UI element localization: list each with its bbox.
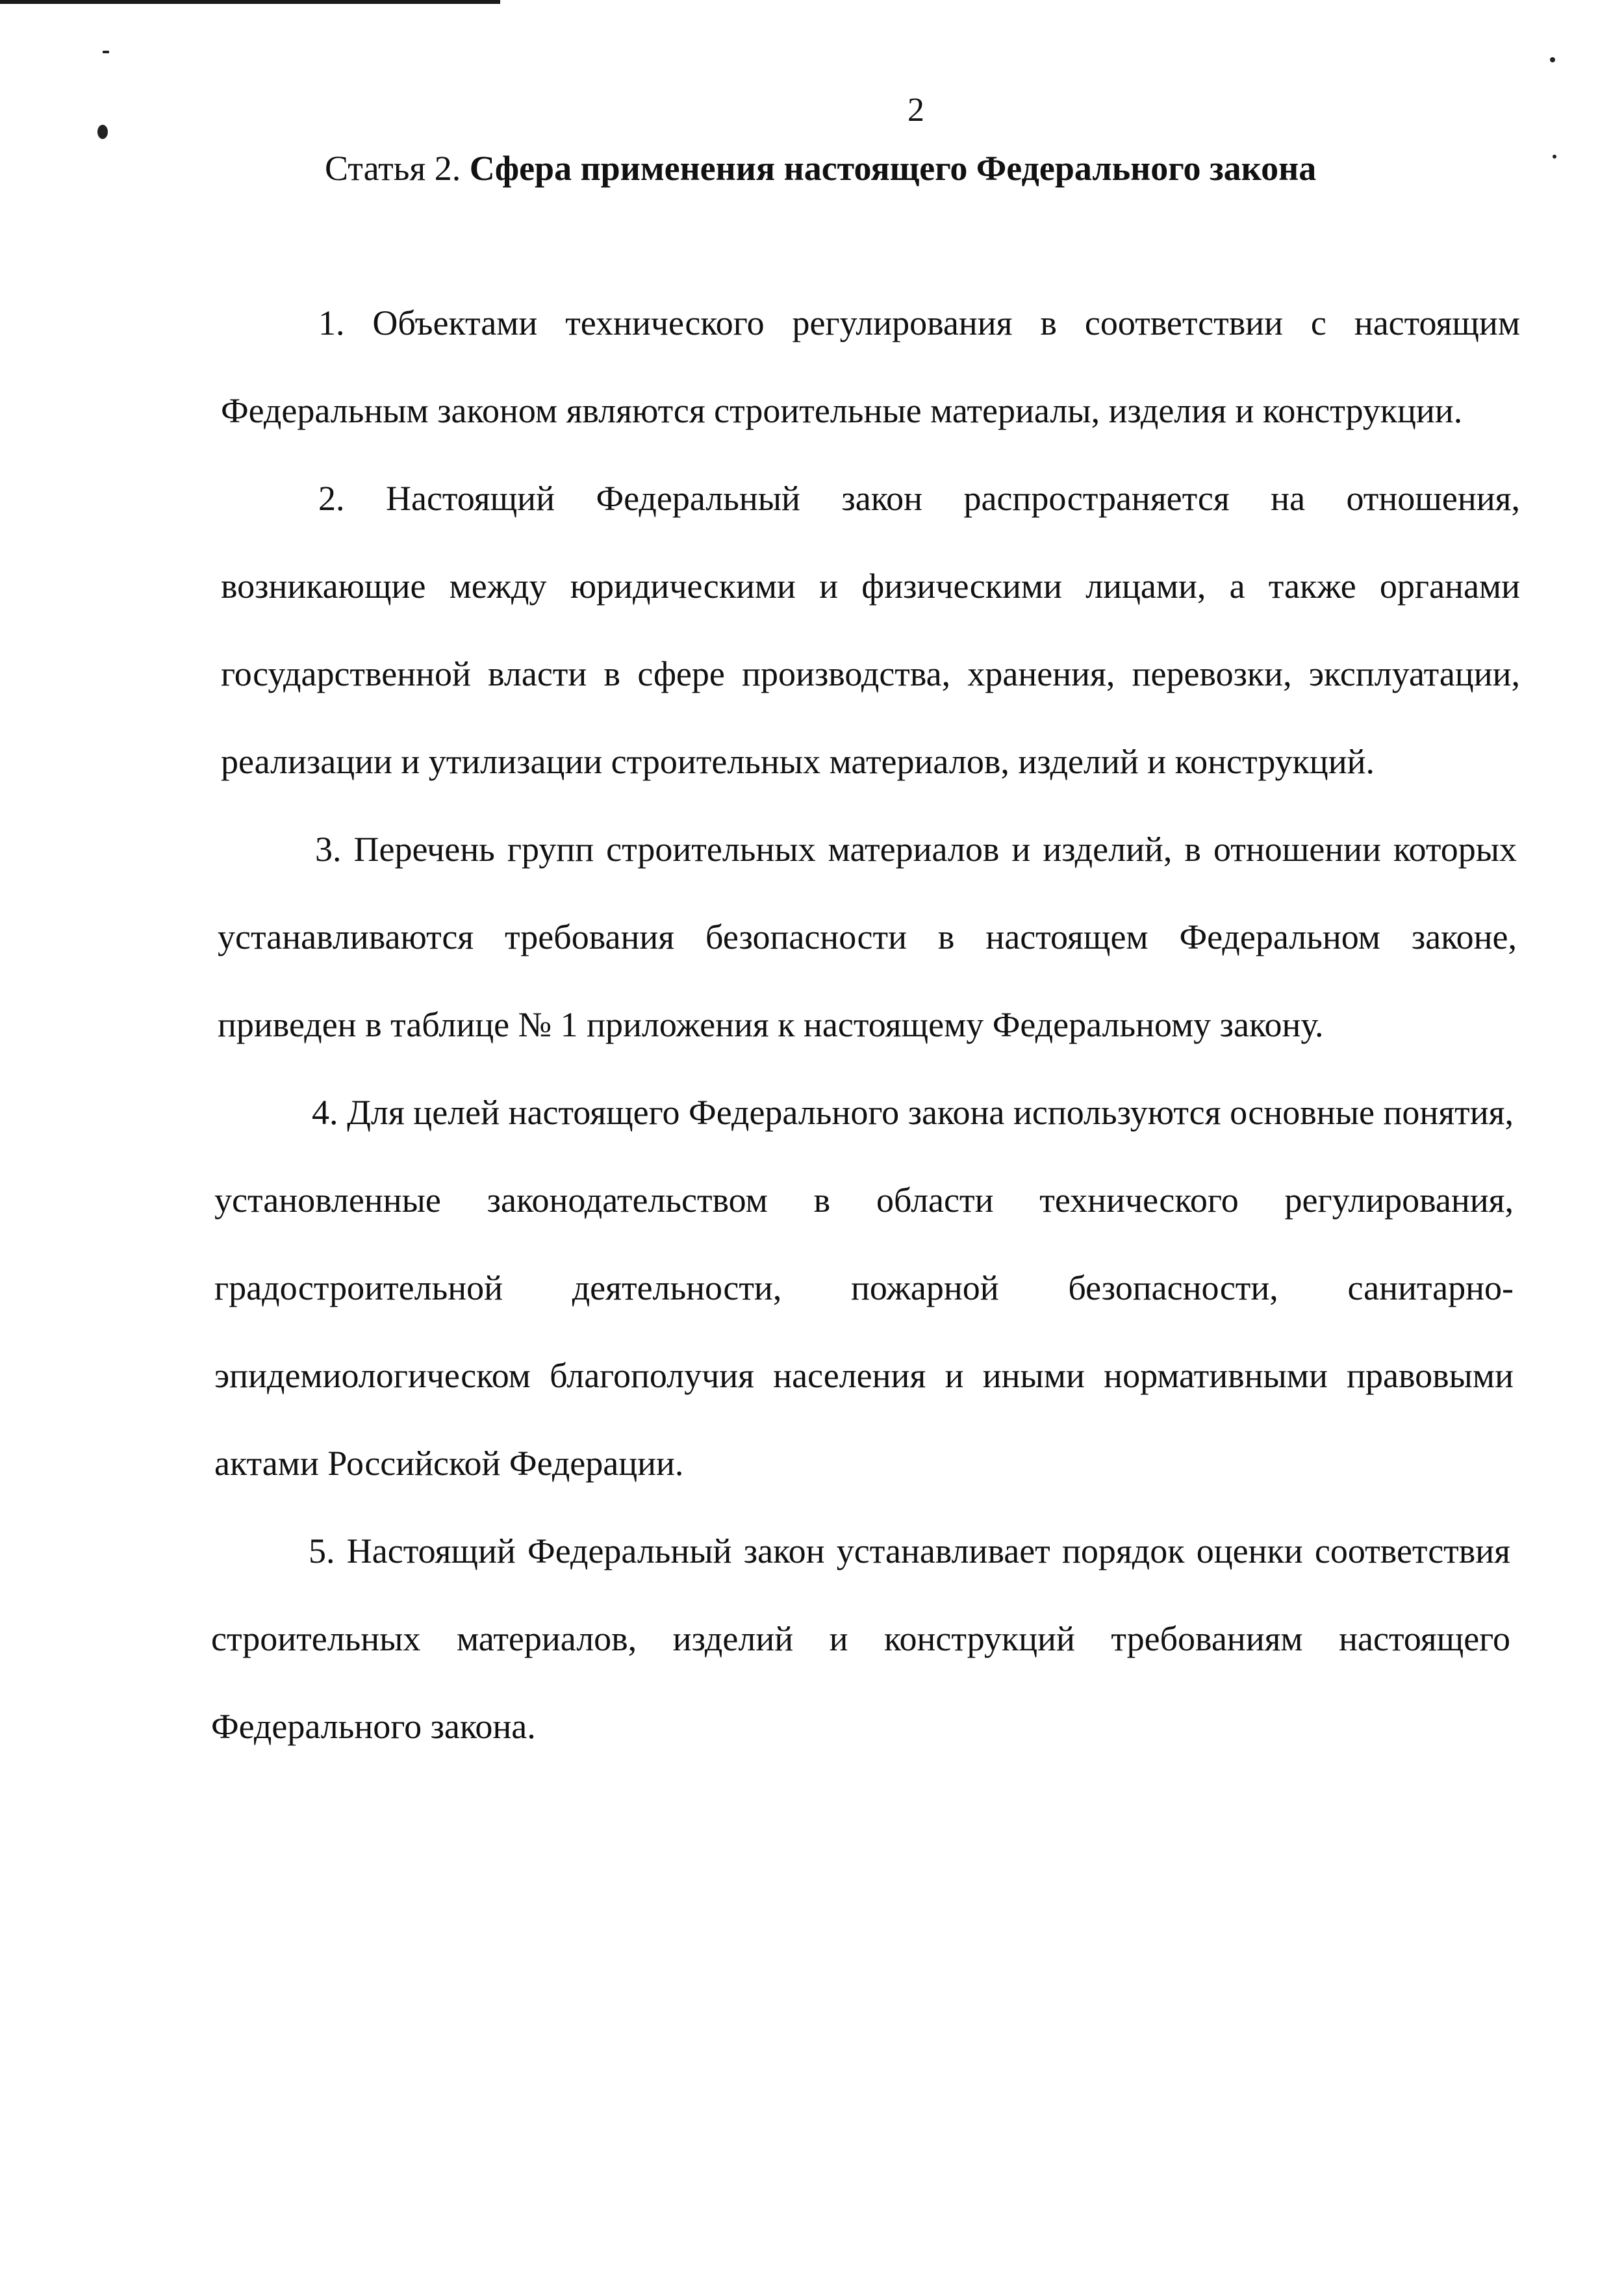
paragraph-4: 4. Для целей настоящего Федерального закона используются основные понятия, установленные законодательством в области технического регулирования, градостроительной деятельности, пожарной безопасности, санитарно-эпидемиологическом благополучия населения и иными нормативными правовыми актами Российской Федерации. — [214, 1093, 1514, 1483]
paragraph-1: 1. Объектами технического регулирования в соответствии с настоящим Федеральным законом являются строительные материалы, изделия и конструкции. — [221, 303, 1520, 430]
paragraph-3: 3. Перечень групп строительных материалов и изделий, в отношении которых устанавливаются требования безопасности в настоящем Федеральном законе, приведен в таблице № 1 приложения к настоящему Федеральному закону. — [218, 830, 1517, 1044]
article-prefix: Статья 2. — [325, 149, 461, 188]
page-number: 2 — [907, 92, 924, 129]
paragraph-5: 5. Настоящий Федеральный закон устанавливает порядок оценки соответствия строительных материалов, изделий и конструкций требованиям настоящего Федерального закона. — [211, 1531, 1510, 1746]
article-title: Сфера применения настоящего Федерального закона — [469, 149, 1317, 188]
paragraph-2: 2. Настоящий Федеральный закон распространяется на отношения, возникающие между юридическими и физическими лицами, а также органами государственной власти в сфере производства, хранения, перевозки, эксплуатации, реализации и утилизации строительных материалов, изделий и конструкций. — [221, 479, 1520, 781]
scan-speck — [1553, 155, 1556, 159]
article-heading — [325, 148, 1316, 188]
scan-edge-line — [0, 0, 500, 4]
scan-speck — [103, 51, 109, 53]
scan-speck — [1550, 57, 1555, 62]
document-body — [211, 279, 1520, 1771]
